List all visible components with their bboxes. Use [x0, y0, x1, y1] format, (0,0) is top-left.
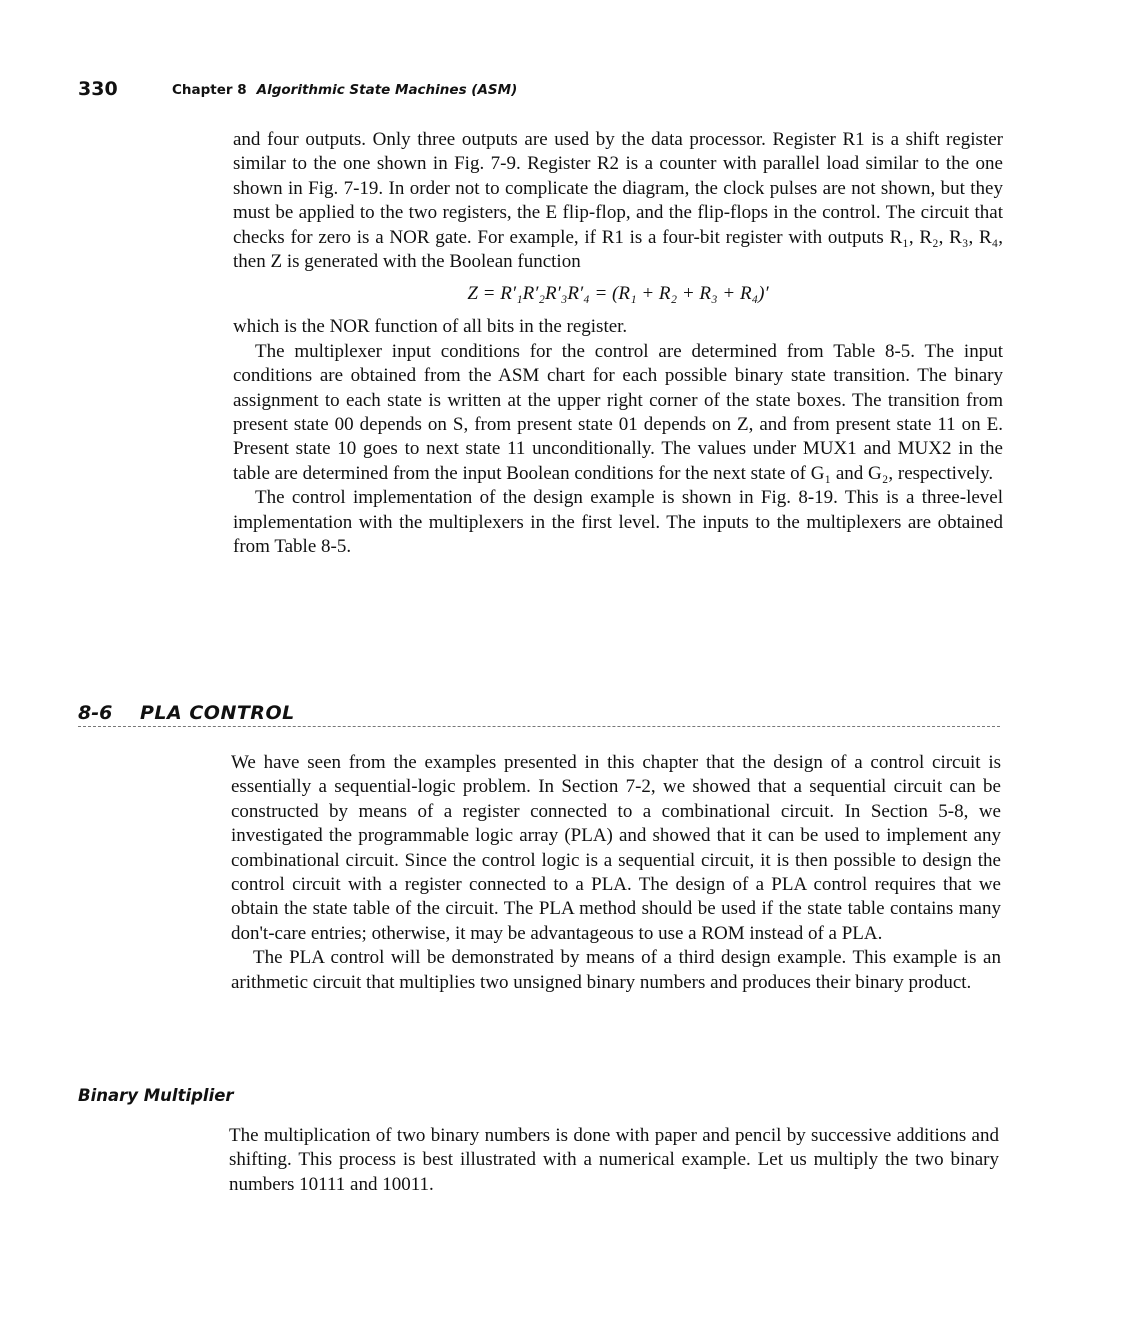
section-paragraph-2: The PLA control will be demonstrated by means of a third design example. This example is an arithmetic circuit that multiplies two unsigned binary numbers and produces their binary product. [231, 947, 1001, 993]
nor-equation: Z = R′₁R′₂R′₃R′₄ = (R₁ + R₂ + R₃ + R₄)′ [467, 283, 769, 305]
intro-paragraph-4: The control implementation of the design example is shown in Fig. 8-19. This is a three-level implementation with the multiplexers in the first level. The inputs to the multiplexers are obtained from Table 8-5. [233, 487, 1003, 558]
intro-paragraph-2: which is the NOR function of all bits in the register. [233, 316, 628, 338]
intro-paragraph-1: and four outputs. Only three outputs are used by the data processor. Register R1 is a shift register similar to the one shown in Fig. 7-9. Register R2 is a counter with parallel load similar to the one shown in Fig. 7-19. In order not to complicate the diagram, the clock pulses are not shown, but they must be applied to the two registers, the E flip-flop, and the flip-flops in the control. The circuit that checks for zero is a NOR gate. For example, if R1 is a four-bit register with outputs R₁, R₂, R₃, R₄, then Z is generated with the Boolean function [233, 129, 1003, 273]
intro-text [233, 128, 1003, 560]
running-head [172, 82, 517, 98]
section-rule [78, 726, 1000, 727]
subsection-paragraph-1: The multiplication of two binary numbers is done with paper and pencil by successive additions and shifting. This process is best illustrated with a numerical example. Let us multiply the two binary numbers 10111 and 10011. [229, 1125, 999, 1195]
section-text [231, 751, 1001, 995]
section-paragraph-1: We have seen from the examples presented in this chapter that the design of a control circuit is essentially a sequential-logic problem. In Section 7-2, we showed that a sequential circuit can be constructed by means of a register connected to a combinational circuit. In Section 5-8, we investigated the programmable logic array (PLA) and showed that it can be used to implement any combinational circuit. Since the control logic is a sequential circuit, it is then possible to design the control circuit with a register connected to a PLA. The design of a PLA control requires that we obtain the state table of the circuit. The PLA method should be used if the state table contains many don't-care entries; otherwise, it may be advantageous to use a ROM instead of a PLA. [231, 752, 1001, 944]
subsection-heading: Binary Multiplier [78, 1086, 234, 1105]
chapter-title: Algorithmic State Machines (ASM) [256, 82, 518, 98]
section-heading [78, 702, 1000, 728]
intro-paragraph-3: The multiplexer input conditions for the control are determined from Table 8-5. The input conditions are obtained from the ASM chart for each possible binary state transition. The binary assignment to each state is written at the upper right corner of the state boxes. The transition from present state 00 depends on S, from present state 01 depends on Z, and from present state 11 on E. Present state 10 goes to next state 11 unconditionally. The values under MUX1 and MUX2 in the table are determined from the input Boolean conditions for the next state of G₁ and G₂, respectively. [233, 340, 1003, 484]
page-number: 330 [78, 78, 118, 100]
page-header [78, 78, 1018, 102]
section-title: PLA CONTROL [140, 702, 295, 724]
chapter-label: Chapter 8 [172, 82, 247, 98]
section-number: 8-6 [78, 702, 113, 724]
subsection-text [229, 1124, 999, 1197]
